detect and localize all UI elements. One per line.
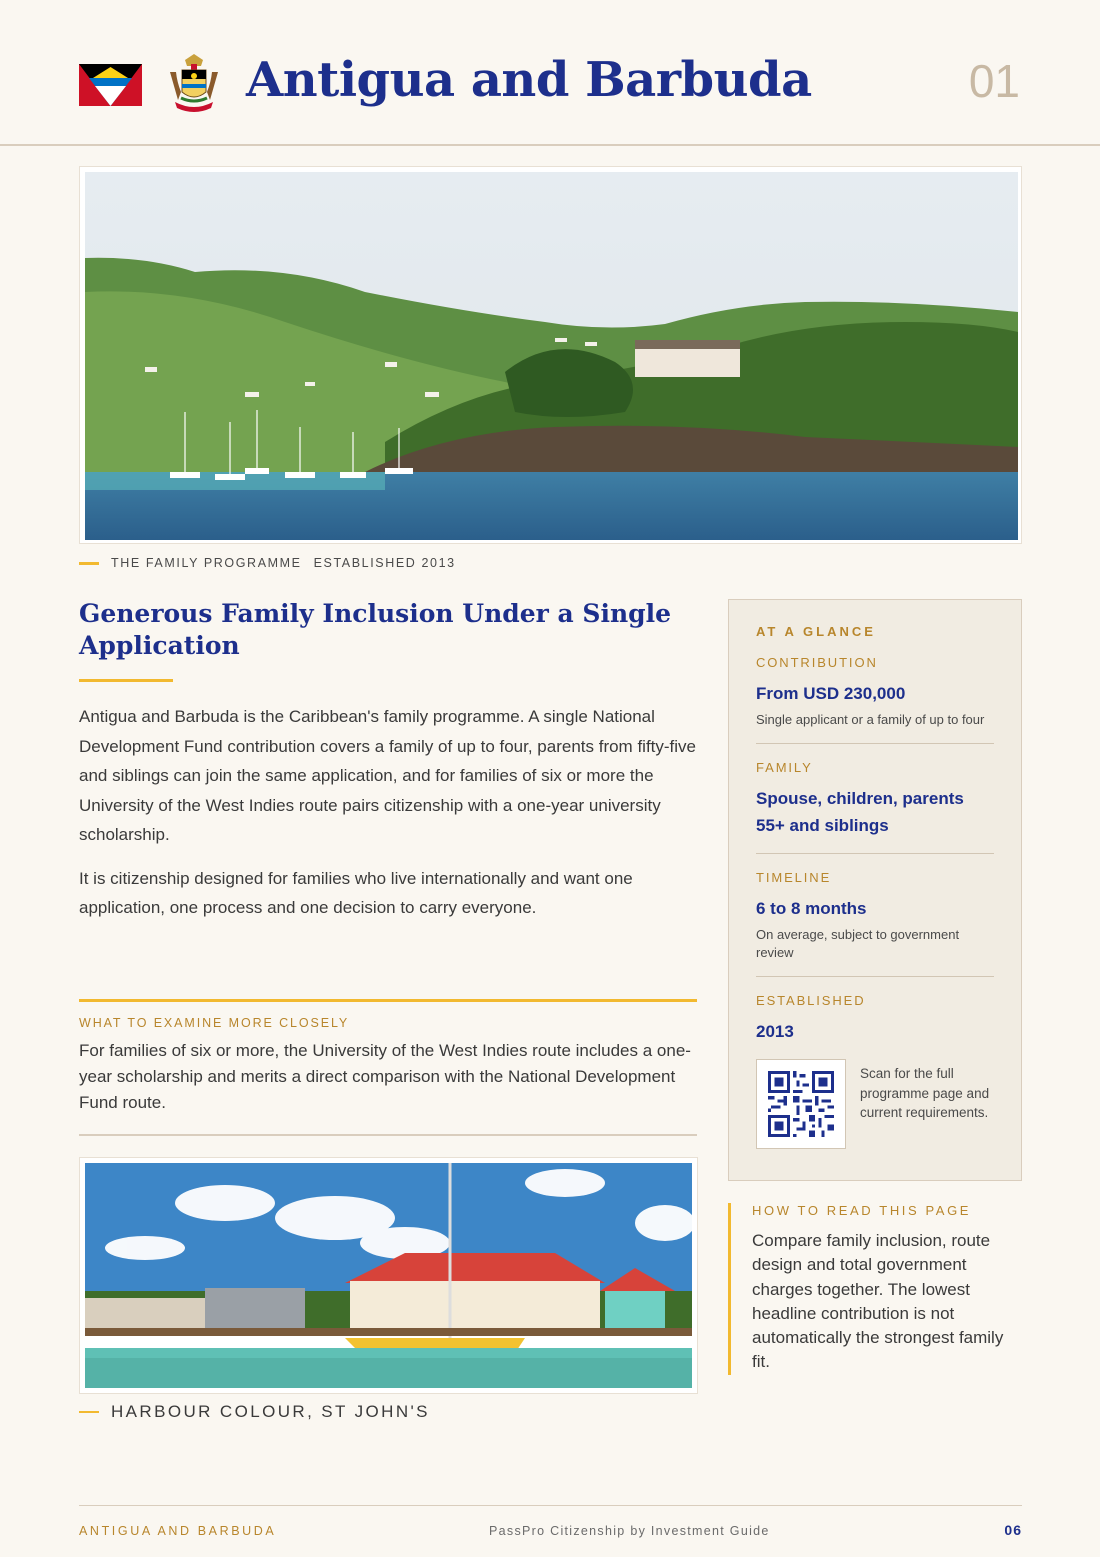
glance-title: AT A GLANCE (756, 624, 876, 639)
section-number: 01 (968, 55, 1020, 107)
glance-label: TIMELINE (756, 870, 832, 885)
harbour-caption (79, 1402, 430, 1422)
caption-accent-dash (79, 562, 99, 565)
glance-item-timeline (756, 870, 994, 977)
harbour-waterfront-image (85, 1163, 692, 1388)
page-header (0, 0, 1100, 146)
examine-divider (79, 1134, 697, 1136)
footer-country: ANTIGUA AND BARBUDA (79, 1524, 277, 1538)
glance-item-contribution (756, 655, 994, 744)
second-paragraph: It is citizenship designed for families who live internationally and want one application, one process and one decision to carry everyone. (79, 868, 633, 917)
qr-section (756, 1059, 995, 1149)
harbour-image (79, 1157, 698, 1394)
page-footer (79, 1505, 1022, 1538)
qr-caption: Scan for the full programme page and current requirements. (860, 1066, 990, 1120)
qr-code[interactable] (756, 1059, 846, 1149)
how-to-read-panel (728, 1203, 1022, 1375)
footer-page-number: 06 (1004, 1522, 1022, 1538)
glance-value: Spouse, children, parents 55+ and siblings (756, 789, 964, 835)
hero-caption (79, 554, 456, 572)
examine-closely-box (79, 999, 697, 1116)
caption-programme: THE FAMILY PROGRAMME (111, 556, 302, 570)
howto-label: HOW TO READ THIS PAGE (752, 1203, 972, 1218)
intro-paragraph: Antigua and Barbuda is the Caribbean's family programme. A single National Development Fund contribution covers a family of up to four, parents from fifty-five and siblings can join the same application, and for families of six or more the University of the West Indies route pairs citizenship with a one-year university scholarship. (79, 707, 697, 844)
examine-text: For families of six or more, the University of the West Indies route includes a one-year scholarship and merits a direct comparison with the National Development Fund route. (79, 1041, 691, 1112)
glance-label: CONTRIBUTION (756, 655, 878, 670)
section-heading: Generous Family Inclusion Under a Single Application (79, 599, 672, 660)
harbour-caption-text: HARBOUR COLOUR, ST JOHN'S (111, 1402, 430, 1421)
glance-label: ESTABLISHED (756, 993, 866, 1008)
heading-underline (79, 679, 173, 682)
footer-guide-title: PassPro Citizenship by Investment Guide (489, 1524, 770, 1538)
at-a-glance-panel (728, 599, 1022, 1181)
coat-of-arms-icon (165, 52, 223, 118)
howto-text: Compare family inclusion, route design and total government charges together. The lowest headline contribution is not automatically the strongest family fit. (752, 1231, 1004, 1372)
hero-image (79, 166, 1022, 544)
glance-sub: On average, subject to government review (756, 927, 960, 960)
harbour-caption-dash (79, 1411, 99, 1413)
examine-label: WHAT TO EXAMINE MORE CLOSELY (79, 1016, 350, 1030)
qr-code-icon (768, 1071, 834, 1137)
harbour-landscape-image (85, 172, 1018, 540)
glance-sub: Single applicant or a family of up to four (756, 712, 985, 727)
caption-established: ESTABLISHED 2013 (313, 556, 456, 570)
glance-value: From USD 230,000 (756, 684, 906, 703)
glance-item-established (756, 993, 994, 1059)
glance-value: 6 to 8 months (756, 899, 867, 918)
page-title: Antigua and Barbuda (246, 52, 812, 108)
glance-value: 2013 (756, 1022, 794, 1041)
antigua-flag-icon (79, 64, 142, 106)
main-content (79, 598, 697, 923)
glance-label: FAMILY (756, 760, 813, 775)
glance-item-family (756, 760, 994, 854)
